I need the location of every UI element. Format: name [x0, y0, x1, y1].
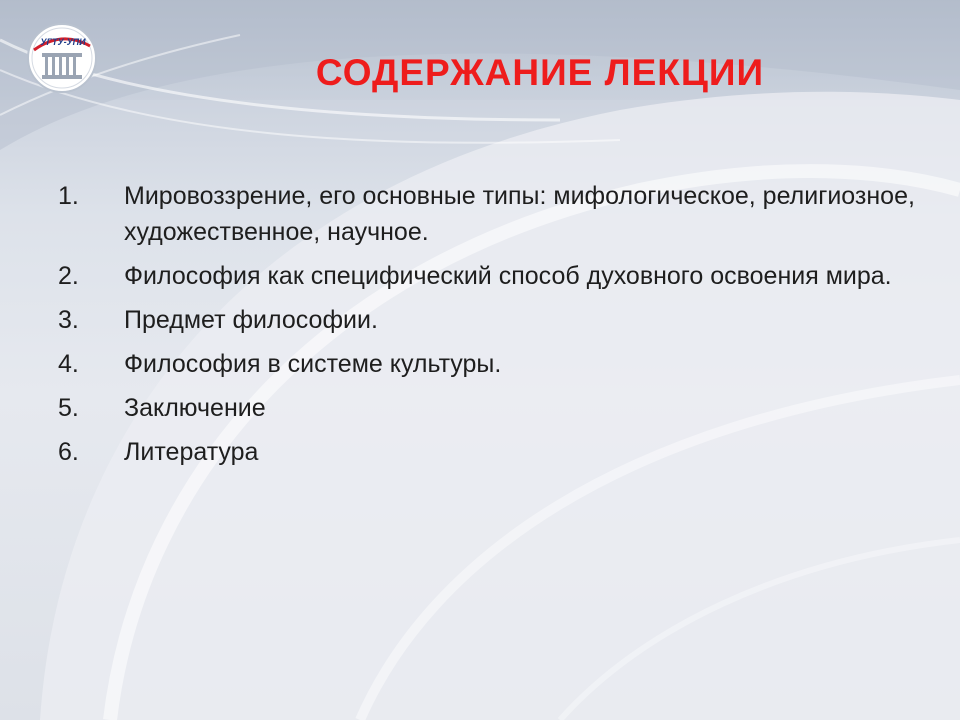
list-item-number: 2. [58, 262, 79, 290]
logo-text: УГТУ-УПИ [40, 37, 86, 47]
list-item [58, 258, 918, 294]
list-item-text: Литература [124, 438, 259, 466]
list-item-number: 4. [58, 350, 79, 378]
list-item [58, 434, 918, 470]
slide-title: СОДЕРЖАНИЕ ЛЕКЦИИ [315, 52, 765, 93]
lecture-contents-list [58, 178, 918, 478]
list-item-text: Философия в системе культуры. [124, 350, 502, 378]
list-item-text: Философия как специфический способ духовного освоения мира. [124, 262, 892, 290]
list-item-number: 6. [58, 438, 79, 466]
list-item [58, 390, 918, 426]
list-item-number: 1. [58, 182, 79, 210]
list-item-text: Заключение [124, 394, 266, 422]
list-item [58, 346, 918, 382]
list-item-number: 5. [58, 394, 79, 422]
list-item [58, 178, 918, 250]
list-item-text: Предмет философии. [124, 306, 378, 334]
list-item-number: 3. [58, 306, 79, 334]
list-item [58, 302, 918, 338]
list-item-text: Мировоззрение, его основные типы: мифологическое, религиозное, художественное, научное. [124, 182, 915, 246]
